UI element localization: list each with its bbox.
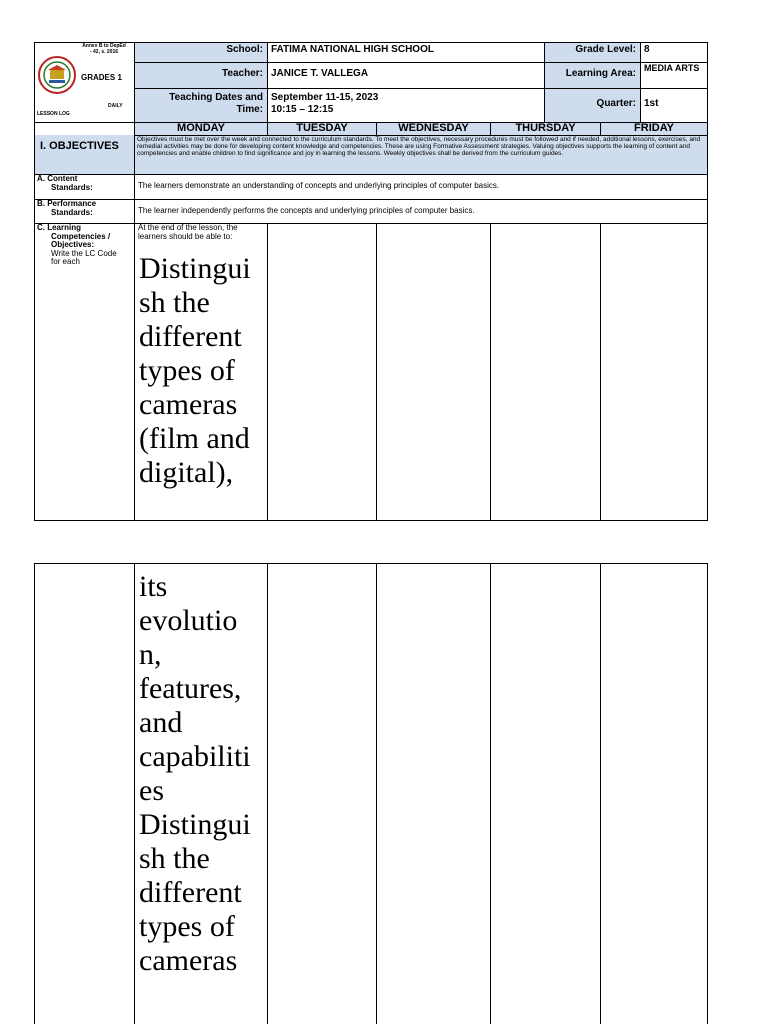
competencies-label-2: Competencies / [51,231,111,241]
competency-line: digital), [139,456,234,489]
competency-text-part2 [139,570,267,978]
competency-line: features, [139,672,242,705]
competency-line: capabiliti [139,740,251,773]
competency-line: and [139,706,183,739]
school-label: School: [226,44,263,55]
competency-text-part1 [139,252,267,490]
teaching-dates-label-line1: Teaching Dates and [169,92,263,103]
competencies-label [37,224,133,267]
annex-line-1: Annex B to DepEd [82,43,126,49]
content-standards-text: The learners demonstrate an understanding of concepts and underlying principles of computer basics. [138,181,500,190]
day-header-thursday: THURSDAY [515,122,576,134]
competencies-intro: At the end of the lesson, the learners should be able to: [138,223,238,241]
day-header-wednesday: WEDNESDAY [398,122,469,134]
competencies-label-1: C. Learning [37,223,82,232]
content-standards-label [37,175,133,192]
grades-label: GRADES 1 [81,73,122,82]
teaching-dates-value [268,92,544,116]
teaching-dates-label-line2: Time: [236,104,263,115]
competency-line: cameras [139,388,238,421]
performance-standards-text: The learner independently performs the concepts and underlying principles of computer basics. [138,206,475,215]
competency-line: es [139,774,164,807]
lesson-log-label: LESSON LOG [37,111,70,117]
day-header-friday: FRIDAY [634,122,674,134]
teaching-dates-value-line2: 10:15 – 12:15 [271,104,334,115]
teacher-label: Teacher: [222,68,263,79]
grade-level-value: 8 [644,44,650,55]
competency-line: evolutio [139,604,238,637]
day-header-tuesday: TUESDAY [296,122,348,134]
competency-line: types of [139,354,235,387]
school-value: FATIMA NATIONAL HIGH SCHOOL [271,44,434,55]
competency-line: its [139,570,168,603]
competency-line: sh the [139,842,210,875]
learning-area-value: MEDIA ARTS [644,63,700,73]
teaching-dates-value-line1: September 11-15, 2023 [271,92,379,103]
competency-line: cameras [139,944,238,977]
competency-line: different [139,320,242,353]
teacher-value: JANICE T. VALLEGA [271,68,369,79]
day-header-monday: MONDAY [177,122,225,134]
competency-line: Distingui [139,252,251,285]
grade-level-label: Grade Level: [575,44,636,55]
deped-seal-logo [38,56,76,94]
daily-label: DAILY [108,103,123,109]
competency-line: Distingui [139,808,251,841]
competencies-note-2: for each [51,257,80,266]
performance-standards-label-2: Standards: [51,207,93,217]
performance-standards-label [37,200,133,217]
objectives-title: I. OBJECTIVES [40,140,119,152]
content-standards-label-2: Standards: [51,182,93,192]
quarter-value: 1st [644,98,659,109]
competencies-note-1: Write the LC Code [51,248,117,258]
competency-line: types of [139,910,235,943]
content-standards-label-1: A. Content [37,174,78,183]
objectives-intro: Objectives must be met over the week and connected to the curriculum standards. To meet the objectives, necessary procedures must be followed and if needed, additional lessons, exercises, and remedial activities may be done for developing content knowledge and competencies. These are using Formative Assessment strategies. Valuing objectives supports the learning of content and competencies and enable children to find significance and joy in learning the lessons. Weekly objectives shall be derived from the curriculum guides. [137,136,701,157]
quarter-label: Quarter: [596,98,636,109]
teaching-dates-label [135,92,267,116]
competency-line: n, [139,638,162,671]
competency-line: (film and [139,422,250,455]
learning-area-label: Learning Area: [565,68,636,79]
annex-line-2: - 42, s. 2016 [89,49,119,55]
performance-standards-label-1: B. Performance [37,199,97,208]
competencies-label-3: Objectives: [51,240,95,249]
competency-line: different [139,876,242,909]
logo-corner [35,43,134,122]
competency-line: sh the [139,286,210,319]
